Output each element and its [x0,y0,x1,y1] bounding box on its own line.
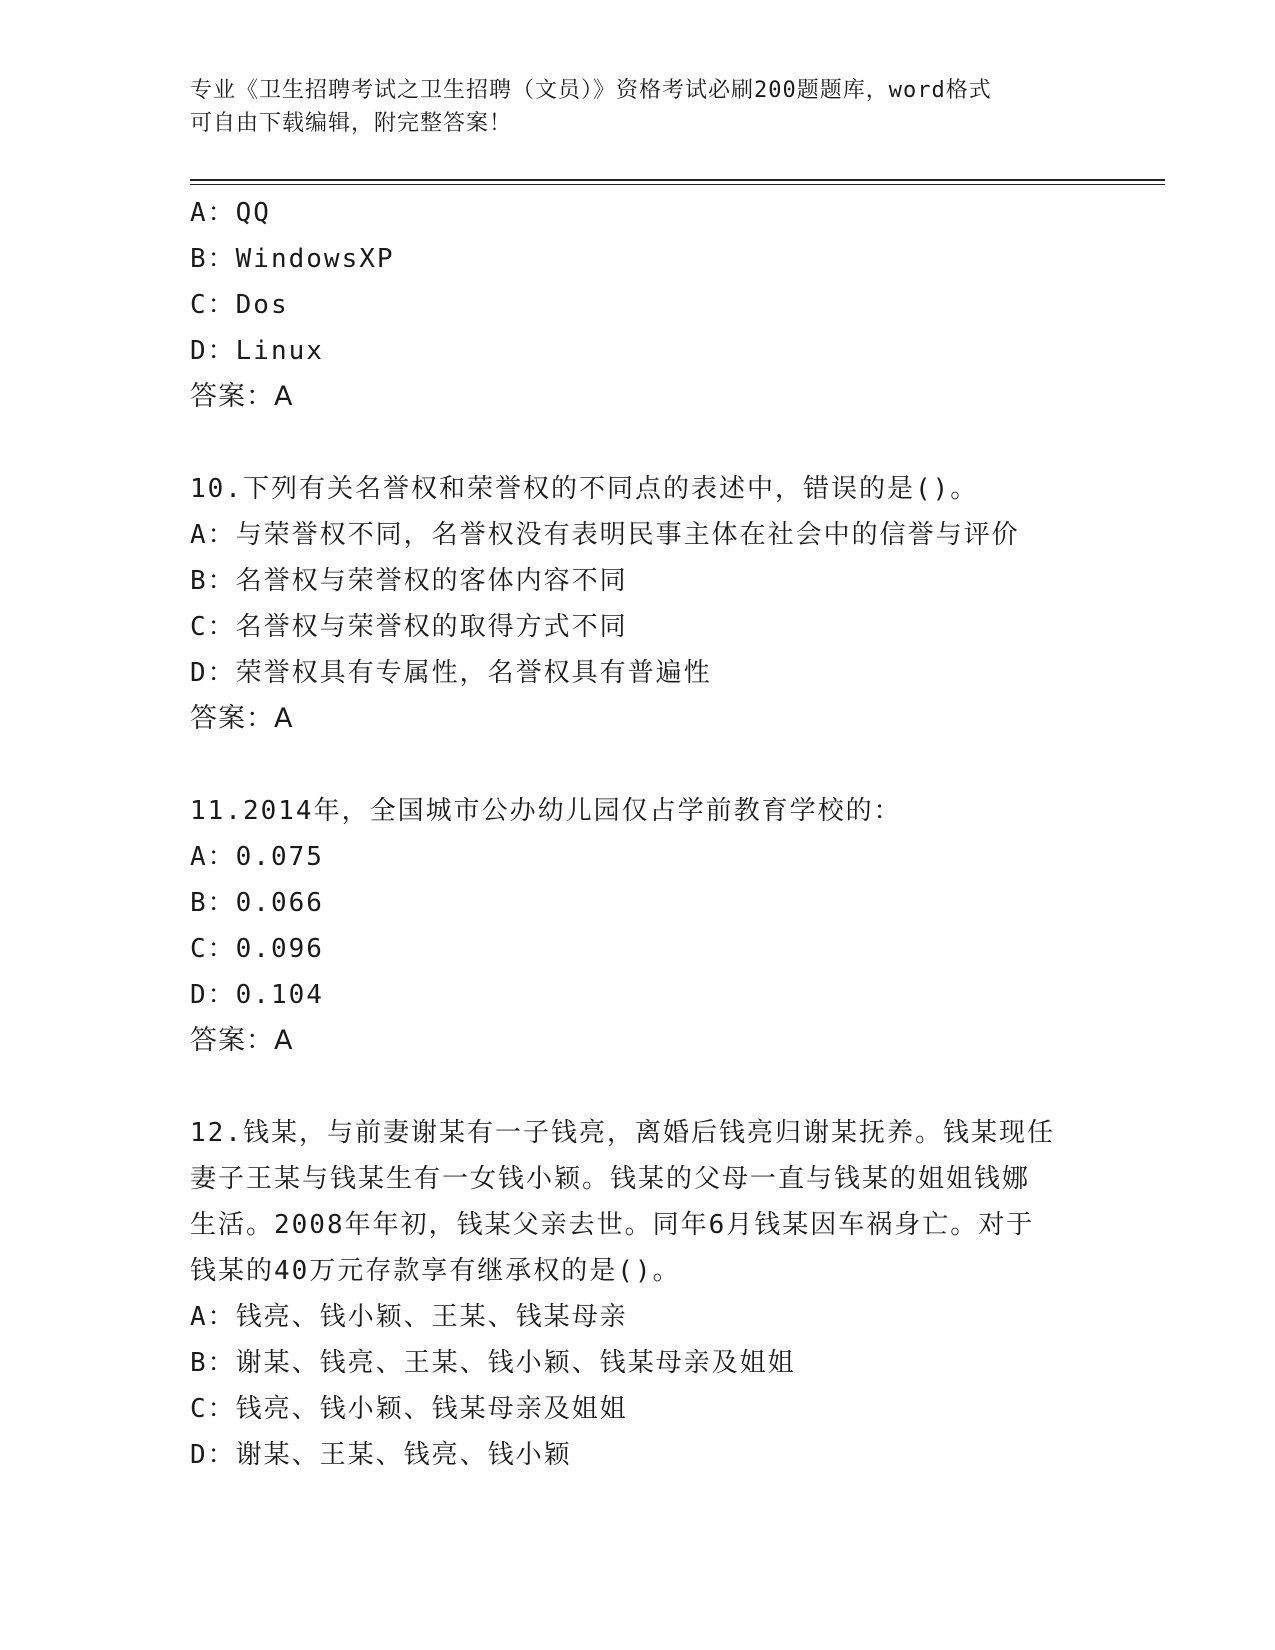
option-b: B：谢某、钱亮、王某、钱小颖、钱某母亲及姐姐 [190,1348,796,1378]
header-divider-thin [190,184,1165,185]
option-c: C：Dos [190,290,289,320]
question-12 [190,1110,1110,1478]
document-header [190,74,1090,140]
option-d: D：谢某、王某、钱亮、钱小颖 [190,1440,572,1470]
option-c: C：0.096 [190,934,324,964]
option-c: C：钱亮、钱小颖、钱某母亲及姐姐 [190,1394,628,1424]
option-b: B：名誉权与荣誉权的客体内容不同 [190,566,628,596]
question-9-continued [190,190,1110,420]
question-stem-line-1: 12.钱某，与前妻谢某有一子钱亮，离婚后钱亮归谢某抚养。钱某现任 [190,1118,1055,1148]
question-list [190,190,1110,1478]
question-stem: 11.2014年，全国城市公办幼儿园仅占学前教育学校的： [190,796,902,826]
header-divider-thick [190,179,1165,181]
spacer [190,742,1110,788]
option-c: C：名誉权与荣誉权的取得方式不同 [190,612,628,642]
option-a: A：QQ [190,198,271,228]
question-stem-line-3: 生活。2008年年初，钱某父亲去世。同年6月钱某因车祸身亡。对于 [190,1210,1035,1240]
header-title-line-2: 可自由下载编辑，附完整答案！ [190,111,513,136]
option-d: D：荣誉权具有专属性，名誉权具有普遍性 [190,658,712,688]
question-10 [190,466,1110,742]
option-b: B：0.066 [190,888,324,918]
option-a: A：0.075 [190,842,324,872]
answer-line: 答案：A [190,381,294,412]
answer-line: 答案：A [190,703,294,734]
option-a: A：与荣誉权不同，名誉权没有表明民事主体在社会中的信誉与评价 [190,520,1020,550]
header-title-line-1: 专业《卫生招聘考试之卫生招聘（文员）》资格考试必刷200题题库，word格式 [190,78,992,103]
question-stem-line-2: 妻子王某与钱某生有一女钱小颖。钱某的父母一直与钱某的姐姐钱娜 [190,1164,1031,1194]
option-b: B：WindowsXP [190,244,395,274]
question-stem-line-4: 钱某的40万元存款享有继承权的是()。 [190,1256,681,1286]
option-d: D：0.104 [190,980,324,1010]
option-d: D：Linux [190,336,324,366]
spacer [190,420,1110,466]
answer-line: 答案：A [190,1025,294,1056]
spacer [190,1064,1110,1110]
question-11 [190,788,1110,1064]
option-a: A：钱亮、钱小颖、王某、钱某母亲 [190,1302,628,1332]
question-stem: 10.下列有关名誉权和荣誉权的不同点的表述中，错误的是()。 [190,474,979,504]
